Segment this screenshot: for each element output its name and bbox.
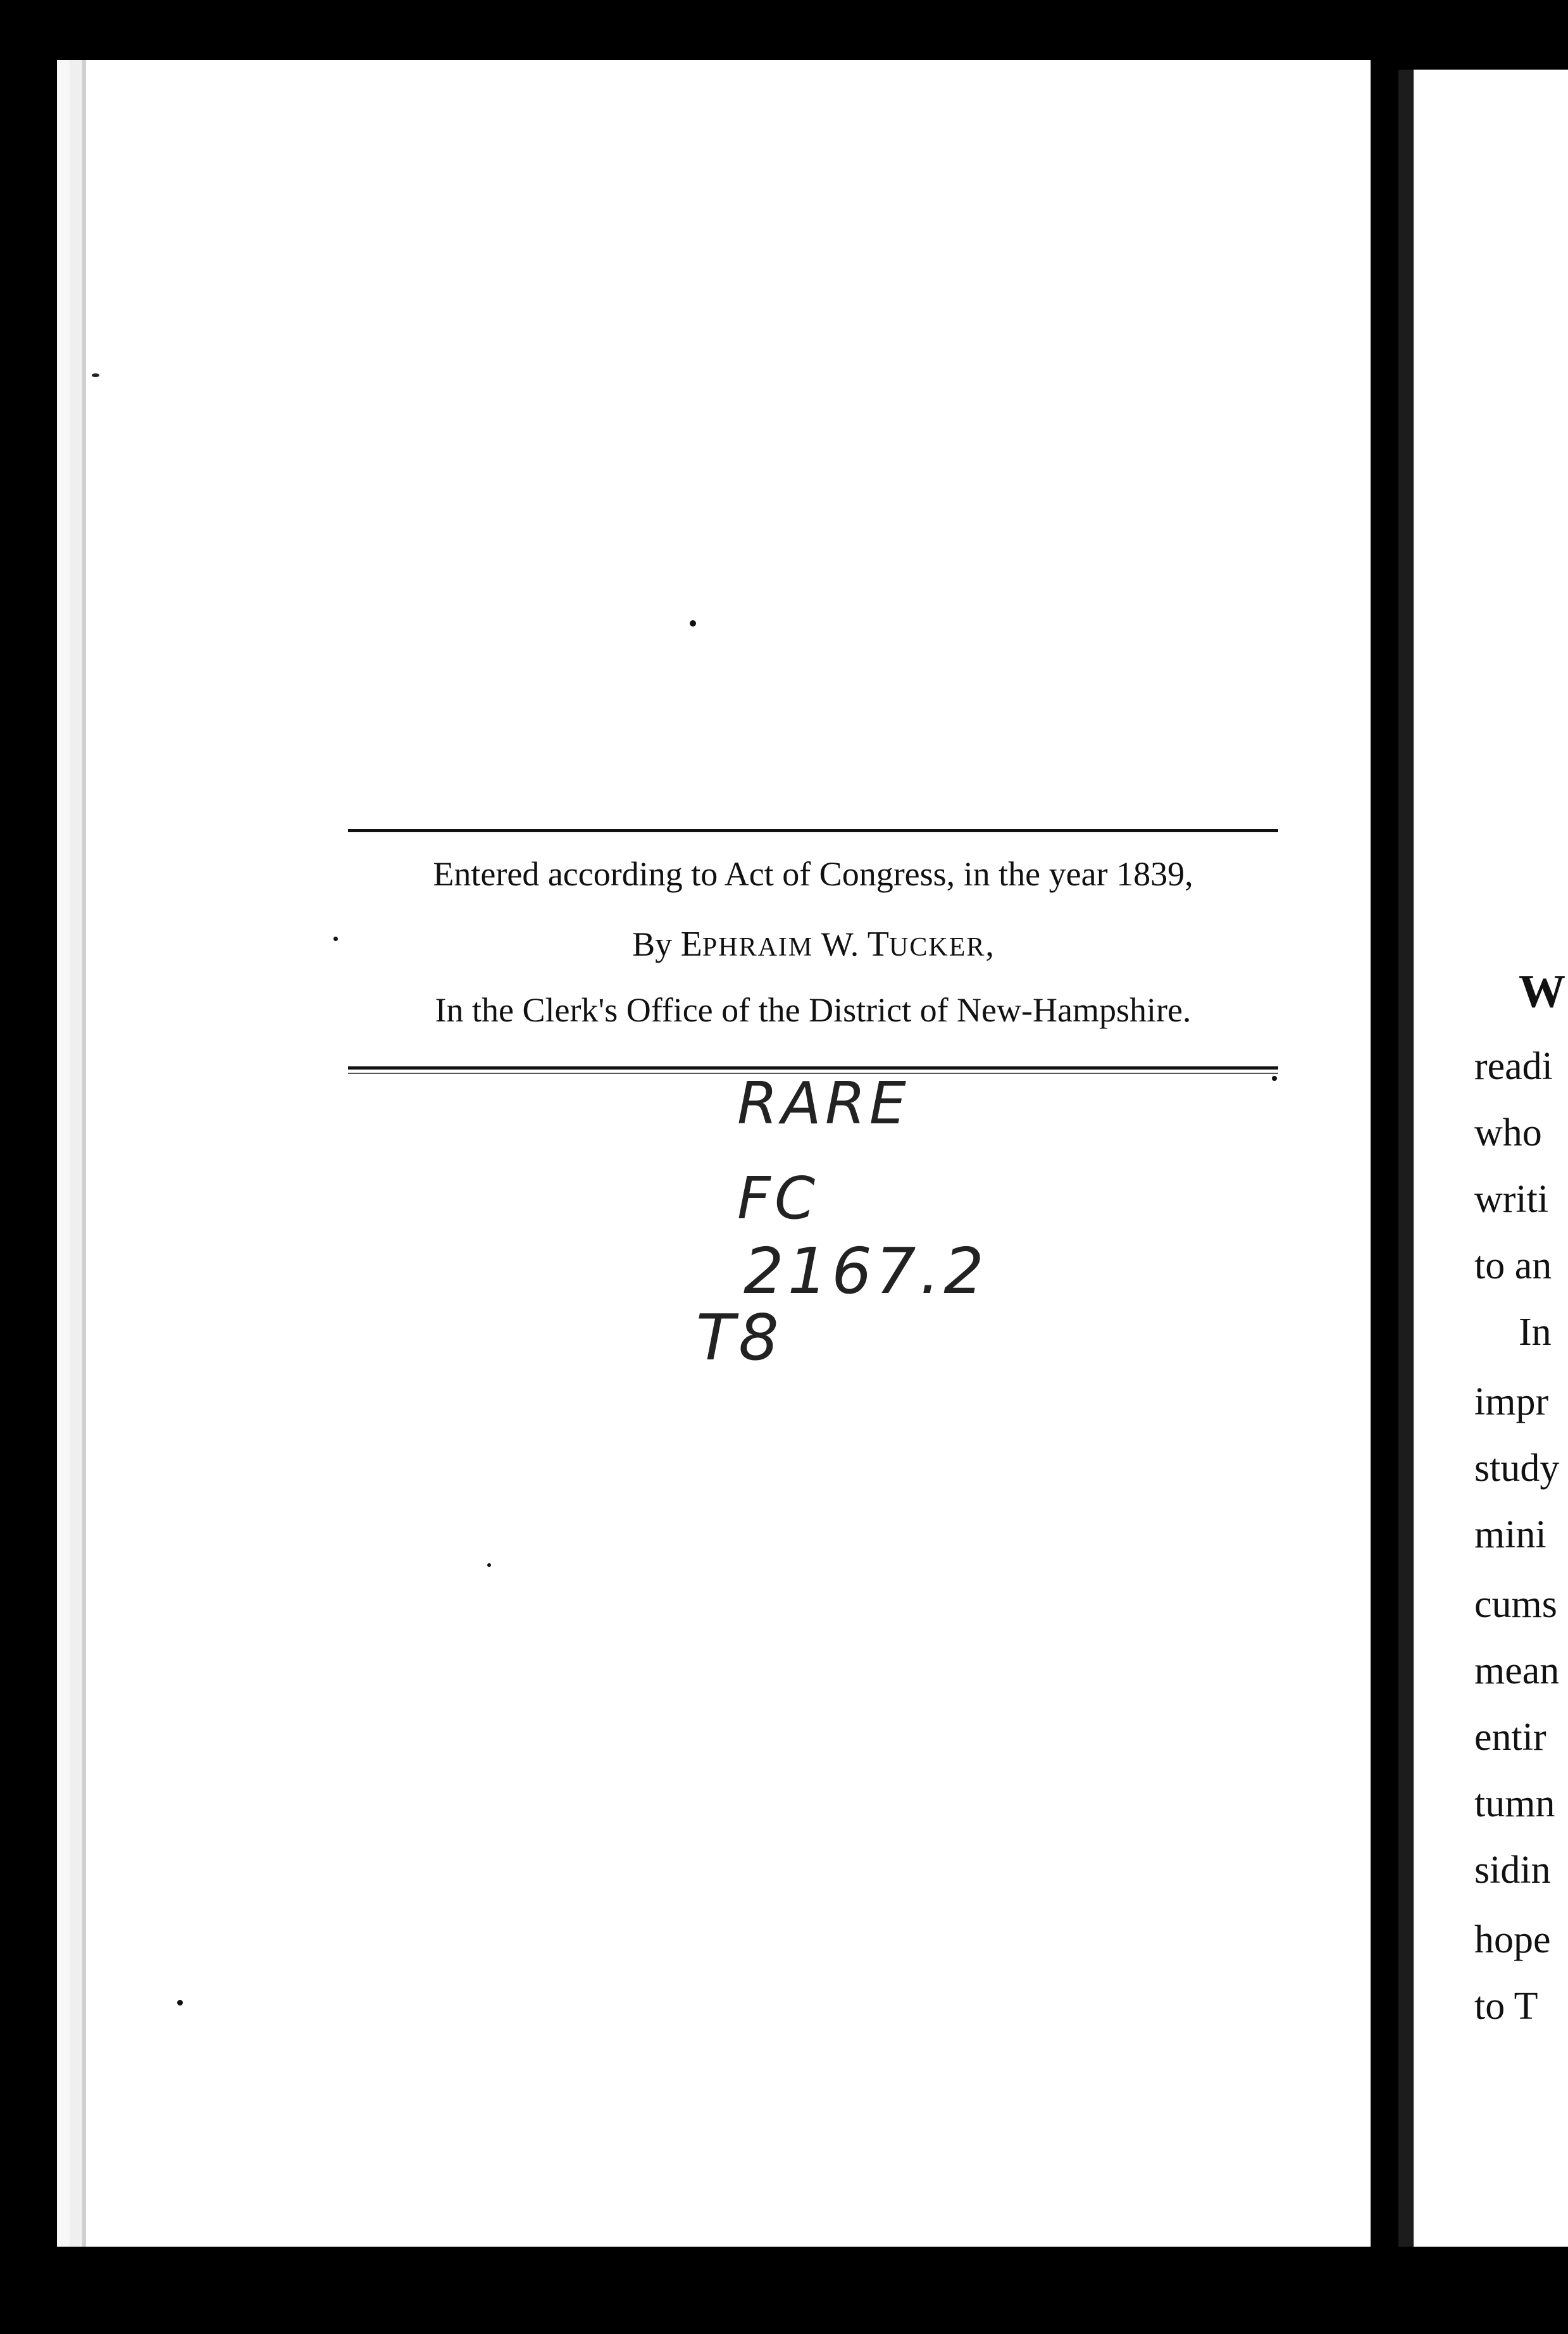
facing-page-line: to T bbox=[1474, 1985, 1538, 2028]
call-number-line-4: T8 bbox=[696, 1301, 783, 1375]
facing-page-line: W bbox=[1519, 966, 1565, 1018]
facing-page-line: hope bbox=[1474, 1918, 1551, 1961]
left-page bbox=[82, 60, 1371, 2247]
facing-page-line: impr bbox=[1474, 1380, 1549, 1423]
speck bbox=[1272, 1076, 1277, 1081]
copyright-line-3: In the Clerk's Office of the District of New-Hampshire. bbox=[435, 991, 1192, 1029]
facing-page-line: readi bbox=[1474, 1045, 1553, 1088]
top-rule bbox=[348, 829, 1278, 832]
speck bbox=[333, 937, 338, 941]
call-number-line-2: FC bbox=[737, 1164, 819, 1232]
speck bbox=[690, 620, 696, 627]
author-suffix: , bbox=[985, 925, 994, 963]
facing-page-line: who bbox=[1474, 1111, 1542, 1154]
speck bbox=[92, 373, 99, 377]
facing-page-line: to an bbox=[1474, 1244, 1552, 1287]
speck bbox=[487, 1563, 491, 1567]
facing-page-line: tumn bbox=[1474, 1782, 1555, 1825]
author-surname-initial: T bbox=[867, 925, 890, 964]
author-name-rest: PHRAIM bbox=[702, 933, 814, 962]
facing-page-line: mini bbox=[1474, 1513, 1546, 1556]
facing-page-line: writi bbox=[1474, 1178, 1549, 1221]
author-middle-initial: W. bbox=[813, 925, 868, 963]
speck bbox=[177, 2000, 183, 2006]
by-label: By bbox=[632, 925, 681, 963]
facing-page-line: sidin bbox=[1474, 1849, 1551, 1892]
author-surname-rest: UCKER bbox=[889, 933, 986, 962]
facing-page-line: mean bbox=[1474, 1649, 1560, 1692]
call-number-line-3: 2167.2 bbox=[744, 1234, 988, 1308]
facing-page-line: cums bbox=[1474, 1583, 1557, 1626]
call-number-line-1: RARE bbox=[737, 1070, 910, 1137]
author-name-initial: E bbox=[680, 925, 702, 964]
facing-page-line: entir bbox=[1474, 1716, 1546, 1759]
copyright-line-1: Entered according to Act of Congress, in the year 1839, bbox=[433, 855, 1193, 893]
copyright-line-2 bbox=[342, 924, 1285, 964]
facing-page-line: In bbox=[1519, 1311, 1552, 1354]
facing-page-line: study bbox=[1474, 1447, 1560, 1490]
